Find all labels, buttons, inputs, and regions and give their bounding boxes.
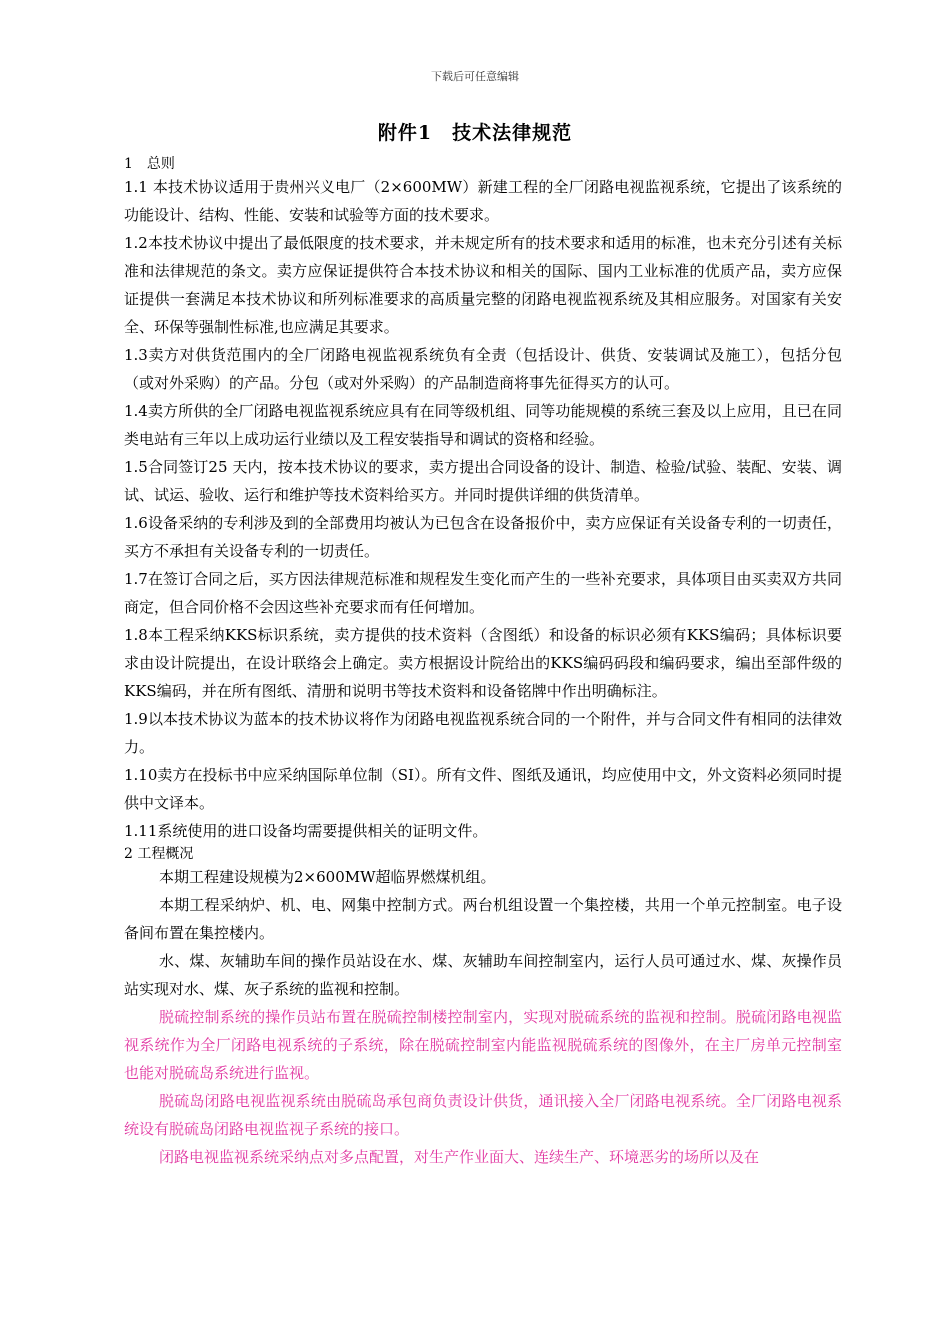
paragraph-1-5: 1.5合同签订25 天内，按本技术协议的要求，卖方提出合同设备的设计、制造、检验/试验、装配、安装、调试、试运、验收、运行和维护等技术资料给买方。并同时提供详细的供货清单。 xyxy=(124,458,842,504)
document-body xyxy=(124,155,842,1171)
paragraph-1-7: 1.7在签订合同之后，买方因法律规范标准和规程发生变化而产生的一些补充要求，具体项目由买卖双方共同商定，但合同价格不会因这些补充要求而有任何增加。 xyxy=(124,570,842,616)
overview-paragraph: 水、煤、灰辅助车间的操作员站设在水、煤、灰辅助车间控制室内，运行人员可通过水、煤、灰操作员站实现对水、煤、灰子系统的监视和控制。 xyxy=(124,952,842,998)
highlighted-paragraph: 闭路电视监视系统采纳点对多点配置，对生产作业面大、连续生产、环境恶劣的场所以及在 xyxy=(159,1148,760,1166)
page-header: 下载后可任意编辑 xyxy=(431,70,519,83)
paragraph-1-3: 1.3卖方对供货范围内的全厂闭路电视监视系统负有全责（包括设计、供货、安装调试及施工），包括分包（或对外采购）的产品。分包（或对外采购）的产品制造商将事先征得买方的认可。 xyxy=(124,346,842,392)
paragraph-1-1: 1.1 本技术协议适用于贵州兴义电厂（2×600MW）新建工程的全厂闭路电视监视系统，它提出了该系统的功能设计、结构、性能、安装和试验等方面的技术要求。 xyxy=(124,178,842,224)
overview-paragraph: 本期工程建设规模为2×600MW超临界燃煤机组。 xyxy=(159,868,496,886)
document-title: 附件1 技术法律规范 xyxy=(377,122,573,144)
paragraph-1-9: 1.9以本技术协议为蓝本的技术协议将作为闭路电视监视系统合同的一个附件，并与合同文件有相同的法律效力。 xyxy=(124,710,842,756)
highlighted-paragraph: 脱硫岛闭路电视监视系统由脱硫岛承包商负责设计供货，通讯接入全厂闭路电视系统。全厂闭路电视系统设有脱硫岛闭路电视监视子系统的接口。 xyxy=(124,1092,842,1138)
section-heading-overview: 2 工程概况 xyxy=(124,846,194,862)
paragraph-1-6: 1.6设备采纳的专利涉及到的全部费用均被认为已包含在设备报价中，卖方应保证有关设备专利的一切责任，买方不承担有关设备专利的一切责任。 xyxy=(124,514,842,560)
paragraph-1-2: 1.2本技术协议中提出了最低限度的技术要求，并未规定所有的技术要求和适用的标准，也未充分引述有关标准和法律规范的条文。卖方应保证提供符合本技术协议和相关的国际、国内工业标准的优质产品，卖方应保证提供一套满足本技术协议和所列标准要求的高质量完整的闭路电视监视系统及其相应服务。对国家有关安全、环保等强制性标准,也应满足其要求。 xyxy=(124,234,842,336)
paragraph-1-8: 1.8本工程采纳KKS标识系统，卖方提供的技术资料（含图纸）和设备的标识必须有KKS编码；具体标识要求由设计院提出，在设计联络会上确定。卖方根据设计院给出的KKS编码码段和编码要求，编出至部件级的KKS编码，并在所有图纸、清册和说明书等技术资料和设备铭牌中作出明确标注。 xyxy=(124,626,842,700)
overview-paragraph: 本期工程采纳炉、机、电、网集中控制方式。两台机组设置一个集控楼，共用一个单元控制室。电子设备间布置在集控楼内。 xyxy=(124,896,842,942)
paragraph-1-11: 1.11系统使用的进口设备均需要提供相关的证明文件。 xyxy=(124,822,488,840)
section-heading-general: 1 总则 xyxy=(124,156,175,172)
paragraph-1-10: 1.10卖方在投标书中应采纳国际单位制（SI）。所有文件、图纸及通讯，均应使用中文，外文资料必须同时提供中文译本。 xyxy=(124,766,842,812)
highlighted-paragraph: 脱硫控制系统的操作员站布置在脱硫控制楼控制室内，实现对脱硫系统的监视和控制。脱硫闭路电视监视系统作为全厂闭路电视系统的子系统，除在脱硫控制室内能监视脱硫系统的图像外，在主厂房单元控制室也能对脱硫岛系统进行监视。 xyxy=(124,1008,842,1082)
paragraph-1-4: 1.4卖方所供的全厂闭路电视监视系统应具有在同等级机组、同等功能规模的系统三套及以上应用，且已在同类电站有三年以上成功运行业绩以及工程安装指导和调试的资格和经验。 xyxy=(124,402,842,448)
